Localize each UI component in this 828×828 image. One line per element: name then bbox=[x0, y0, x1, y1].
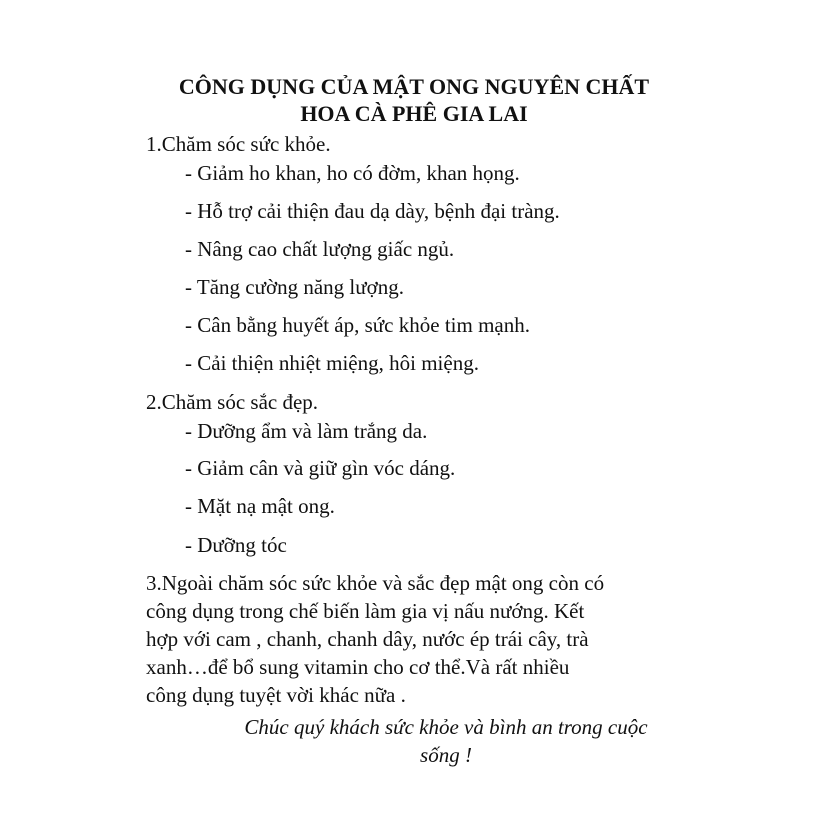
section-2-item: - Dưỡng tóc bbox=[185, 533, 287, 557]
section-1-item: - Tăng cường năng lượng. bbox=[185, 275, 404, 299]
section-2-item: - Mặt nạ mật ong. bbox=[185, 494, 335, 518]
closing-wish-line-1: Chúc quý khách sức khỏe và bình an trong cuộc bbox=[244, 715, 648, 739]
section-3-line: công dụng tuyệt vời khác nữa . bbox=[146, 683, 406, 707]
section-2-item: - Dưỡng ẩm và làm trắng da. bbox=[185, 419, 428, 443]
closing-wish-line-2: sống ! bbox=[420, 743, 472, 767]
section-3-line: công dụng trong chế biến làm gia vị nấu nướng. Kết bbox=[146, 599, 585, 623]
section-1-item: - Nâng cao chất lượng giấc ngủ. bbox=[185, 237, 455, 261]
section-3-line: 3.Ngoài chăm sóc sức khỏe và sắc đẹp mật ong còn có bbox=[146, 571, 605, 595]
section-1-item: - Giảm ho khan, ho có đờm, khan họng. bbox=[185, 161, 520, 185]
section-1-item: - Cải thiện nhiệt miệng, hôi miệng. bbox=[185, 351, 479, 375]
section-1-heading: 1.Chăm sóc sức khỏe. bbox=[146, 132, 331, 156]
section-2-heading: 2.Chăm sóc sắc đẹp. bbox=[146, 390, 319, 414]
section-3-line: xanh…để bổ sung vitamin cho cơ thể.Và rất nhiều bbox=[146, 655, 570, 679]
section-1-item: - Hỗ trợ cải thiện đau dạ dày, bệnh đại tràng. bbox=[185, 199, 560, 223]
section-1-item: - Cân bằng huyết áp, sức khỏe tim mạnh. bbox=[185, 313, 530, 337]
section-3-line: hợp với cam , chanh, chanh dây, nước ép trái cây, trà bbox=[146, 627, 589, 651]
section-2-item: - Giảm cân và giữ gìn vóc dáng. bbox=[185, 456, 456, 480]
document-title-line-2: HOA CÀ PHÊ GIA LAI bbox=[300, 101, 528, 126]
document-title-line-1: CÔNG DỤNG CỦA MẬT ONG NGUYÊN CHẤT bbox=[178, 74, 650, 99]
